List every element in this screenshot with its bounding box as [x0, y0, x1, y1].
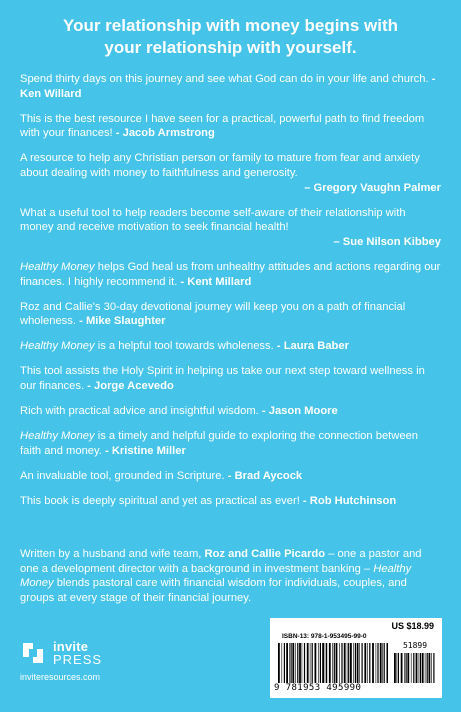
barcode-digits: 9 781953 495990 — [274, 683, 362, 693]
book-title: Healthy Money — [20, 562, 412, 590]
publisher-name-invite: invite — [53, 639, 89, 654]
endorsement-author: - Jason Moore — [259, 405, 338, 417]
endorsement-author: - Ken Willard — [20, 73, 435, 100]
endorsement-author: - Rob Hutchinson — [300, 495, 396, 507]
endorsement: Healthy Money helps God heal us from unhealthy attitudes and actions regarding our finances. I highly recommend it.- Kent Millard — [20, 260, 441, 289]
headline-line-1: Your relationship with money begins with — [63, 16, 398, 35]
endorsements — [20, 72, 441, 519]
publisher-name-press: PRESS — [53, 652, 103, 667]
endorsement: Healthy Money is a helpful tool towards wholeness.- Laura Baber — [20, 339, 441, 354]
endorsement-author: - Jacob Armstrong — [113, 127, 215, 139]
endorsement: Rich with practical advice and insightful wisdom.- Jason Moore — [20, 404, 441, 419]
endorsement-author: - Mike Slaughter — [76, 315, 166, 327]
endorsement-author: – Sue Nilson Kibbey — [20, 235, 441, 250]
endorsement: What a useful tool to help readers become self-aware of their relationship with money and receive motivation to seek financial health! – Sue Nilson Kibbey — [20, 206, 441, 250]
addon-digits: 51899 — [402, 641, 428, 650]
isbn-label: ISBN-13: 978-1-953495-99-0 — [282, 633, 367, 640]
invite-press-logo-icon — [20, 640, 46, 666]
endorsement: Spend thirty days on this journey and see what God can do in your life and church.- Ken Willard — [20, 72, 441, 101]
endorsement-author: - Kristine Miller — [102, 445, 186, 457]
endorsement-author: - Laura Baber — [274, 340, 349, 352]
endorsement: This is the best resource I have seen for a practical, powerful path to find freedom with your finances!- Jacob Armstrong — [20, 112, 441, 141]
endorsement: This tool assists the Holy Spirit in helping us take our next step toward wellness in our finances.- Jorge Acevedo — [20, 364, 441, 393]
barcode-panel — [270, 618, 442, 698]
price-label: US $18.99 — [391, 621, 434, 631]
author-blurb: Written by a husband and wife team, Roz and Callie Picardo – one a pastor and one a development director with a background in investment banking – Healthy Money blends pastoral care with financial wisdom for individuals, couples, and groups at every stage of their financial journey. — [20, 548, 422, 604]
headline — [0, 15, 461, 59]
author-names: Roz and Callie Picardo — [204, 548, 326, 560]
endorsement: Roz and Callie's 30-day devotional journey will keep you on a path of financial wholeness.- Mike Slaughter — [20, 300, 441, 329]
endorsement-author: - Kent Millard — [177, 276, 251, 288]
endorsement: This book is deeply spiritual and yet as practical as ever!- Rob Hutchinson — [20, 494, 441, 509]
endorsement: A resource to help any Christian person or family to mature from fear and anxiety about dealing with money to faithfulness and generosity. – Gregory Vaughn Palmer — [20, 151, 441, 195]
headline-line-2: your relationship with yourself. — [104, 38, 357, 57]
endorsement-author: - Brad Aycock — [225, 470, 303, 482]
isbn-barcode — [278, 643, 388, 683]
publisher-url: inviteresources.com — [20, 672, 101, 682]
endorsement-author: - Jorge Acevedo — [84, 380, 174, 392]
endorsement: An invaluable tool, grounded in Scripture.- Brad Aycock — [20, 469, 441, 484]
publisher-logo — [20, 640, 160, 700]
endorsement-author: – Gregory Vaughn Palmer — [20, 181, 441, 196]
addon-barcode — [394, 653, 436, 683]
endorsement: Healthy Money is a timely and helpful guide to exploring the connection between faith and money.- Kristine Miller — [20, 429, 441, 458]
